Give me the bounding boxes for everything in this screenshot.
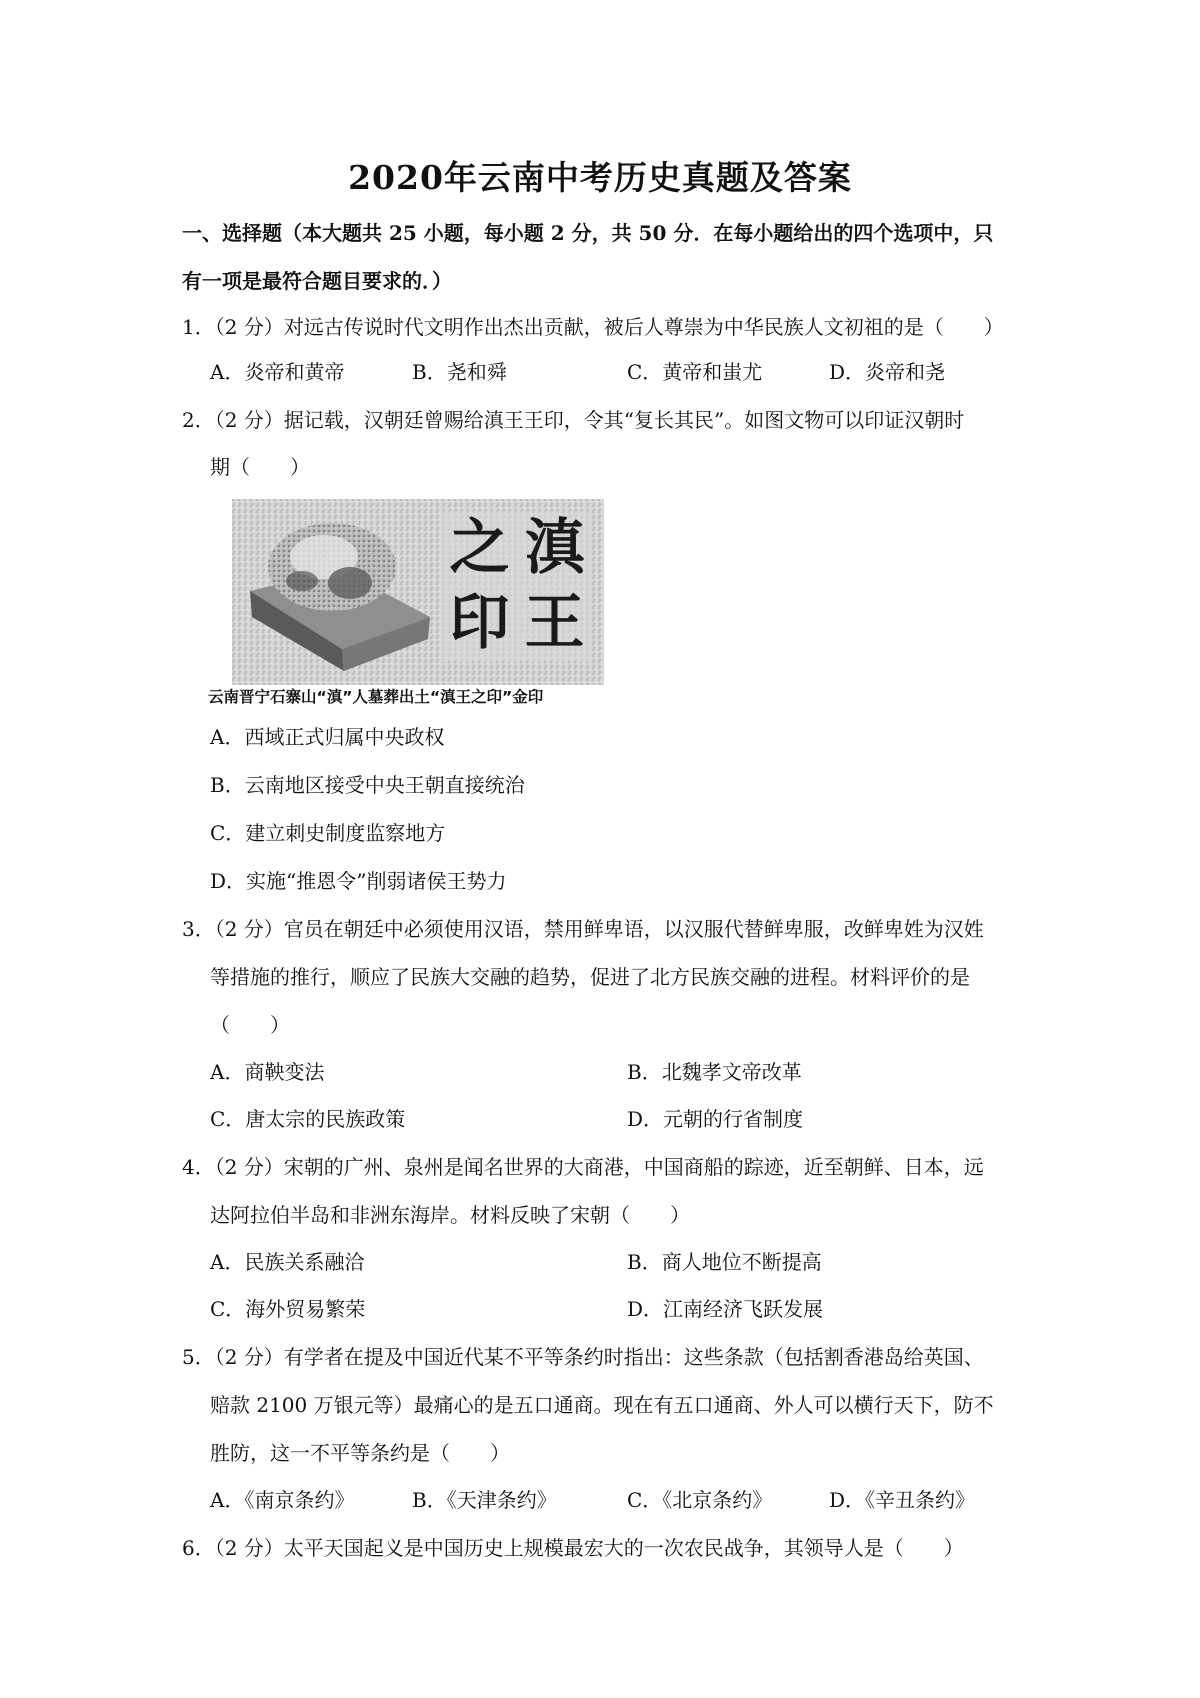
seal-char-dian: 滇 [524, 513, 585, 583]
question-5-option-c: C．《北京条约》 [627, 1488, 773, 1512]
question-3-text-line-3: （ ） [210, 1013, 290, 1037]
section-heading-line-2: 有一项是最符合题目要求的．） [182, 269, 452, 293]
question-1-text: 1．（2 分）对远古传说时代文明作出杰出贡献，被后人尊崇为中华民族人文初祖的是（ ） [182, 315, 1004, 339]
question-3-text-line-2: 等措施的推行，顺应了民族大交融的趋势，促进了北方民族交融的进程。材料评价的是 [210, 965, 970, 989]
seal-char-zhi: 之 [449, 513, 510, 583]
question-2-text-line-1: 2．（2 分）据记载，汉朝廷曾赐给滇王王印，令其“复长其民”。如图文物可以印证汉朝时 [182, 408, 965, 432]
question-5-option-b: B．《天津条约》 [412, 1488, 557, 1512]
question-4-text-line-2: 达阿拉伯半岛和非洲东海岸。材料反映了宋朝（ ） [210, 1203, 690, 1227]
question-3-text-line-1: 3．（2 分）官员在朝廷中必须使用汉语，禁用鲜卑语，以汉服代替鲜卑服，改鲜卑姓为汉姓 [182, 917, 984, 941]
question-4-text-line-1: 4．（2 分）宋朝的广州、泉州是闻名世界的大商港，中国商船的踪迹，近至朝鲜、日本，远 [182, 1155, 984, 1179]
question-2-option-a: A．西域正式归属中央政权 [210, 725, 445, 749]
question-1-option-a: A．炎帝和黄帝 [210, 360, 345, 384]
seal-imprint [442, 511, 592, 661]
question-3-option-b: B．北魏孝文帝改革 [627, 1060, 802, 1084]
question-1-option-b: B．尧和舜 [412, 360, 507, 384]
question-2-text-line-2: 期（ ） [210, 455, 310, 479]
question-3-option-c: C．唐太宗的民族政策 [210, 1107, 406, 1131]
seal-char-wang: 王 [524, 588, 585, 658]
question-2-option-d: D．实施“推恩令”削弱诸侯王势力 [210, 869, 507, 893]
figure-caption: 云南晋宁石寨山“滇”人墓葬出土“滇王之印”金印 [208, 688, 544, 706]
question-4-option-c: C．海外贸易繁荣 [210, 1297, 366, 1321]
seal-char-yin: 印 [449, 588, 510, 658]
question-5-option-a: A．《南京条约》 [210, 1488, 355, 1512]
question-3-option-a: A．商鞅变法 [210, 1060, 325, 1084]
question-5-text-line-1: 5．（2 分）有学者在提及中国近代某不平等条约时指出：这些条款（包括割香港岛给英国、 [182, 1345, 984, 1369]
question-2-option-b: B．云南地区接受中央王朝直接统治 [210, 773, 525, 797]
question-5-text-line-2: 赔款 2100 万银元等）最痛心的是五口通商。现在有五口通商、外人可以横行天下，防不 [210, 1393, 994, 1417]
question-4-option-a: A．民族关系融洽 [210, 1250, 365, 1274]
question-6-text: 6．（2 分）太平天国起义是中国历史上规模最宏大的一次农民战争，其领导人是（ ） [182, 1536, 964, 1560]
question-5-text-line-3: 胜防，这一不平等条约是（ ） [210, 1441, 510, 1465]
question-5-option-d: D．《辛丑条约》 [829, 1488, 976, 1512]
question-3-option-d: D．元朝的行省制度 [627, 1107, 804, 1131]
section-heading-line-1: 一、选择题（本大题共 25 小题，每小题 2 分，共 50 分．在每小题给出的四个选项中，只 [182, 221, 994, 245]
question-2-figure [208, 499, 638, 705]
question-1-option-d: D．炎帝和尧 [829, 360, 946, 384]
question-2-option-c: C．建立刺史制度监察地方 [210, 821, 446, 845]
question-1-option-c: C．黄帝和蚩尤 [627, 360, 763, 384]
question-4-option-b: B．商人地位不断提高 [627, 1250, 822, 1274]
page-title: 2020年云南中考历史真题及答案 [348, 158, 852, 197]
question-4-option-d: D．江南经济飞跃发展 [627, 1297, 824, 1321]
